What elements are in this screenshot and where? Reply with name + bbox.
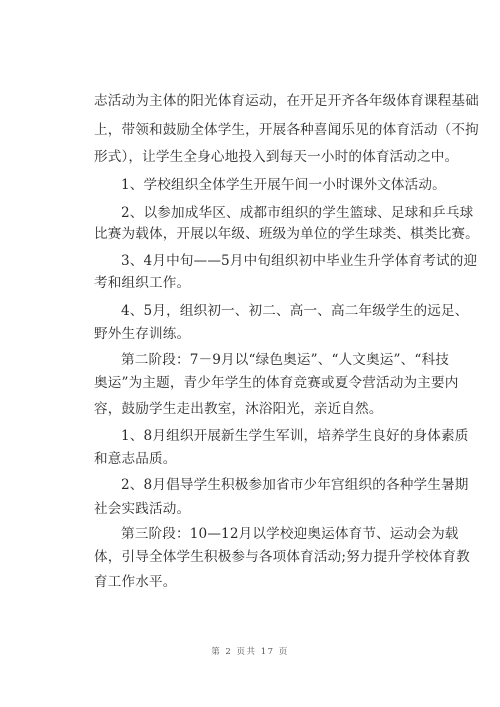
body-text-line: 第二阶段：7－9月以“绿色奥运”、“人文奥运”、“科技: [121, 352, 449, 368]
body-text-line: 第三阶段：10—12月以学校迎奥运体育节、运动会为载: [121, 526, 459, 542]
body-text-line: 比赛为载体，开展以年级、班级为单位的学生球类、棋类比赛。: [94, 226, 479, 242]
body-text-line: 容，鼓励学生走出教室，沐浴阳光，亲近自然。: [94, 401, 383, 417]
body-text-line: 2、以参加成华区、成都市组织的学生篮球、足球和乒乓球: [121, 205, 474, 221]
body-text-line: 育工作水平。: [94, 574, 177, 590]
body-text-line: 野外生存训练。: [94, 326, 191, 342]
body-text-line: 社会实践活动。: [94, 501, 191, 517]
body-text-line: 3、4月中旬——5月中旬组织初中毕业生升学体育考试的迎: [121, 253, 478, 269]
body-text-line: 和意志品质。: [94, 451, 177, 467]
body-text-line: 2、8月倡导学生积极参加省市少年宫组织的各种学生暑期: [121, 477, 469, 493]
page-number-footer: 第 2 页共 17 页: [211, 647, 289, 657]
body-text-line: 考和组织工作。: [94, 275, 191, 291]
body-text-line: 1、学校组织全体学生开展午间一小时课外文体活动。: [121, 177, 446, 193]
body-text-line: 奥运”为主题，青少年学生的体育竞赛或夏令营活动为主要内: [94, 375, 459, 391]
body-text-line: 志活动为主体的阳光体育运动，在开足开齐各年级体育课程基础: [94, 93, 479, 109]
body-text-line: 形式），让学生全身心地投入到每天一小时的体育活动之中。: [94, 149, 459, 165]
body-text-line: 上，带领和鼓励全体学生，开展各种喜闻乐见的体育活动（不拘: [94, 122, 479, 138]
body-text-line: 1、8月组织开展新生学生军训，培养学生良好的身体素质: [121, 428, 469, 444]
body-text-line: 4、5月，组织初一、初二、高一、高二年级学生的远足、: [121, 303, 469, 319]
body-text-line: 体，引导全体学生积极参与各项体育活动;努力提升学校体育教: [94, 549, 470, 565]
